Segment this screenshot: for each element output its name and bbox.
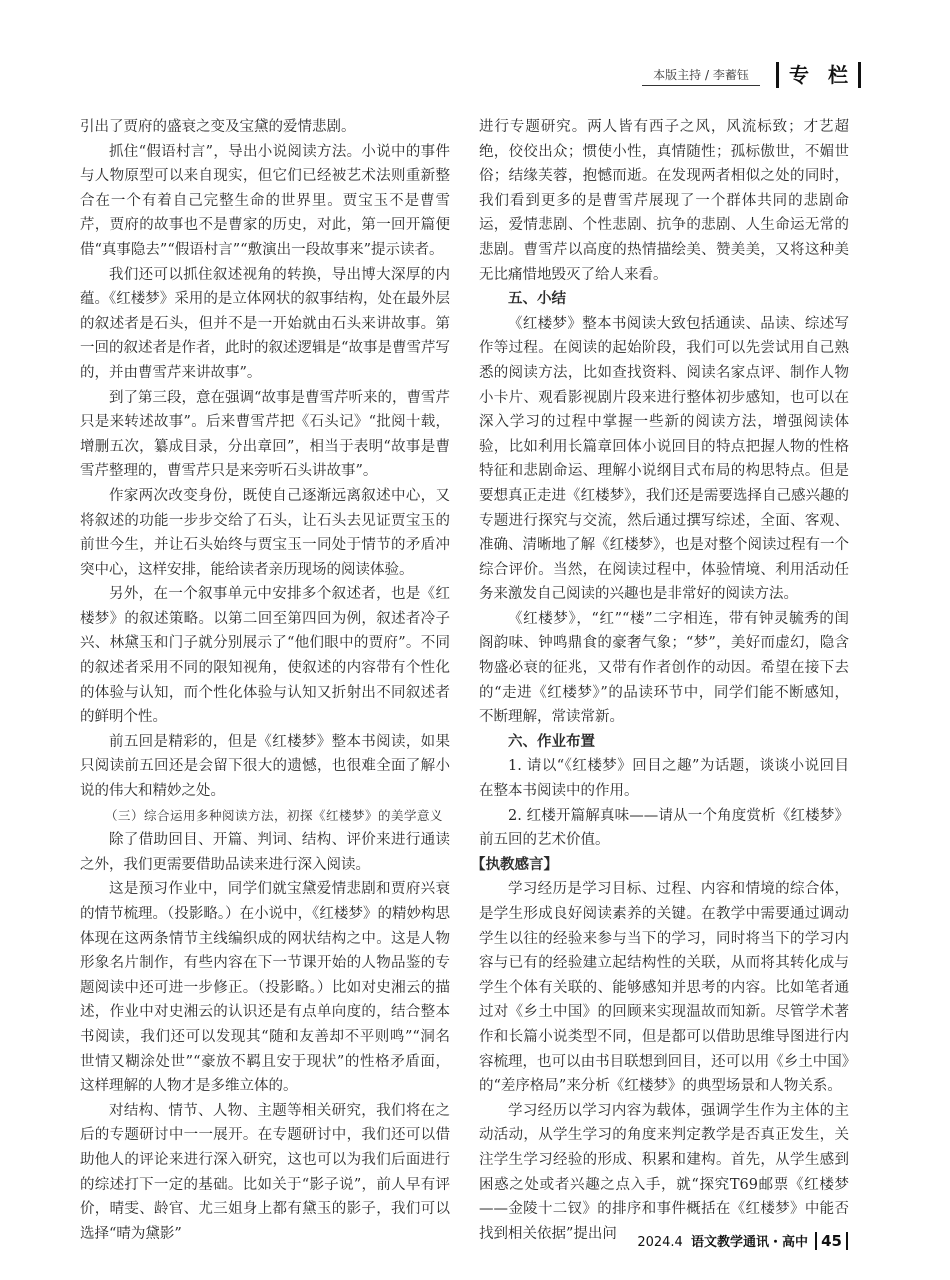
paragraph: 《红楼梦》，“红”“楼”二字相连，带有钟灵毓秀的闺阁韵味、钟鸣鼎食的豪奢气象；“梦”，美好而虚幻，隐含物盛必衰的征兆，又带有作者创作的动因。希望在接下去的“走进《红楼梦》”的品读环节中，同学们能不断感知，不断理解，常读常新。	[479, 610, 849, 726]
paragraph: 对结构、情节、人物、主题等相关研究，我们将在之后的专题研讨中一一展开。在专题研讨中，我们还可以借助他人的评论来进行深入研究，这也可以为我们后面进行的综述打下一定的基础。比如关于“影子说”，前人早有评价，晴雯、龄官、尤三姐身上都有黛玉的影子，我们可以选择“晴为黛影”	[80, 1102, 450, 1242]
paragraph: 我们还可以抓住叙述视角的转换，导出博大深厚的内蕴。《红楼梦》采用的是立体网状的叙事结构，处在最外层的叙述者是石头，但并不是一开始就由石头来讲故事。第一回的叙述者是作者，此时的叙述逻辑是“故事是曹雪芹写的，并由曹雪芹来讲故事”。	[80, 266, 450, 381]
paragraph: 这是预习作业中，同学们就宝黛爱情悲剧和贾府兴衰的情节梳理。（投影略。）在小说中，《红楼梦》的精妙构思体现在这两条情节主线编织成的网状结构之中。这是人物形象名片制作，有些内容在下一节课开始的人物品鉴的专题阅读中还可进一步修正。（投影略。）比如对史湘云的描述，作业中对史湘云的认识还是有点单向度的，结合整本书阅读，我们还可以发现其“随和友善却不平则鸣”“洞名世情又糊涂处世”“豪放不羁且安于现状”的性格矛盾面，这样理解的人物才是多维立体的。	[80, 881, 450, 1095]
right-column	[471, 115, 849, 1246]
paragraph: 另外，在一个叙事单元中安排多个叙述者，也是《红楼梦》的叙述策略。以第二回至第四回为例，叙述者冷子兴、林黛玉和门子就分别展示了“他们眼中的贾府”。不同的叙述者采用不同的限知视角，使叙述的内容带有个性化的体验与认知，而个性化体验与认知又折射出不同叙述者的鲜明个性。	[80, 586, 450, 726]
subsection-heading: （三）综合运用多种阅读方法，初探《红楼梦》的美学意义	[105, 807, 444, 823]
section-heading-homework: 六、作业布置	[508, 733, 595, 750]
paragraph: 作家两次改变身份，既使自己逐渐远离叙述中心，又将叙述的功能一步步交给了石头，让石头去见证贾宝玉的前世今生，并让石头始终与贾宝玉一同处于情节的矛盾冲突中心，这样安排，能给读者亲历现场的阅读体验。	[80, 487, 450, 578]
paragraph: 《红楼梦》整本书阅读大致包括通读、品读、综述写作等过程。在阅读的起始阶段，我们可以先尝试用自己熟悉的阅读方法，比如查找资料、阅读名家点评、制作人物小卡片、观看影视剧片段来进行整体初步感知，也可以在深入学习的过程中掌握一些新的阅读方法，增强阅读体验，比如利用长篇章回体小说回目的特点把握人物的性格特征和悲剧命运、理解小说纲目式布局的构思特点。但是要想真正走进《红楼梦》，我们还是需要选择自己感兴趣的专题进行探究与交流，然后通过撰写综述，全面、客观、准确、清晰地了解《红楼梦》，也是对整个阅读过程有一个综合评价。当然，在阅读过程中，体验情境、利用活动任务来激发自己阅读的兴趣也是非常好的阅读方法。	[479, 315, 849, 603]
magazine-title: 语文教学通讯・高中	[690, 1235, 808, 1250]
page-footer	[637, 1232, 848, 1252]
reflection-heading: 【执教感言】	[471, 856, 558, 873]
paragraph: 引出了贾府的盛衰之变及宝黛的爱情悲剧。	[80, 119, 356, 135]
paragraph: 抓住“假语村言”，导出小说阅读方法。小说中的事件与人物原型可以来自现实，但它们已经被艺术法则重新整合在一个有着自己完整生命的世界里。贾宝玉不是曹雪芹，贾府的故事也不是曹家的历史，对此，第一回开篇便借“真事隐去”“假语村言”“敷演出一段故事来”提示读者。	[80, 143, 450, 258]
paragraph: 前五回是精彩的，但是《红楼梦》整本书阅读，如果只阅读前五回还是会留下很大的遗憾，也很难全面了解小说的伟大和精妙之处。	[80, 733, 450, 800]
paragraph: 学习经历是学习目标、过程、内容和情境的综合体，是学生形成良好阅读素养的关键。在教学中需要通过调动学生以往的经验来参与当下的学习，同时将当下的学习内容与已有的经验建立起结构性的关联，从而将其转化成与学生个体有关联的、能够感知并思考的内容。比如笔者通过对《乡土中国》的回顾来实现温故而知新。尽管学术著作和长篇小说类型不同，但是都可以借助思维导图进行内容梳理，也可以由书目联想到回目，还可以用《乡土中国》的“差序格局”来分析《红楼梦》的典型场景和人物关系。	[479, 881, 849, 1095]
issue-number: 2024.4	[637, 1235, 683, 1250]
left-column	[80, 115, 450, 1246]
homework-item: 1. 请以“《红楼梦》回目之趣”为话题，谈谈小说回目在整本书阅读中的作用。	[479, 758, 849, 800]
homework-item: 2. 红楼开篇解真味——请从一个角度赏析《红楼梦》前五回的艺术价值。	[479, 807, 849, 849]
paragraph: 到了第三段，意在强调“故事是曹雪芹听来的，曹雪芹只是来转述故事”。后来曹雪芹把《石头记》“批阅十载，增删五次，纂成目录，分出章回”，相当于表明“故事是曹雪芹整理的，曹雪芹只是来旁听石头讲故事”。	[80, 389, 450, 480]
paragraph: 进行专题研究。两人皆有西子之风，风流标致；才艺超绝，佼佼出众；惯使小性，真情随性；孤标傲世，不媚世俗；结缘芙蓉，抱憾而逝。在发现两者相似之处的同时，我们看到更多的是曹雪芹展现了一个群体共同的悲剧命运，爱情悲剧、个性悲剧、抗争的悲剧、人生命运无常的悲剧。曹雪芹以高度的热情描绘美、赞美美，又将这种美无比痛惜地毁灭了给人来看。	[479, 119, 849, 283]
section-heading-summary: 五、小结	[508, 291, 566, 308]
column-label: 专 栏	[776, 62, 861, 88]
page-number: 45	[815, 1232, 848, 1250]
paragraph: 除了借助回目、开篇、判词、结构、评价来进行通读之外，我们更需要借助品读来进行深入阅读。	[80, 832, 450, 873]
column-host: 本版主持 / 李蓄钰	[642, 68, 760, 86]
paragraph: 学习经历以学习内容为载体，强调学生作为主体的主动活动，从学生学习的角度来判定教学是否真正发生，关注学生学习经验的形成、积累和建构。首先，从学生感到困惑之处或者兴趣之点入手，就“探究T69邮票《红楼梦——金陵十二钗》的排序和事件概括在《红楼梦》中能否找到相关依据”提出问	[479, 1102, 849, 1242]
